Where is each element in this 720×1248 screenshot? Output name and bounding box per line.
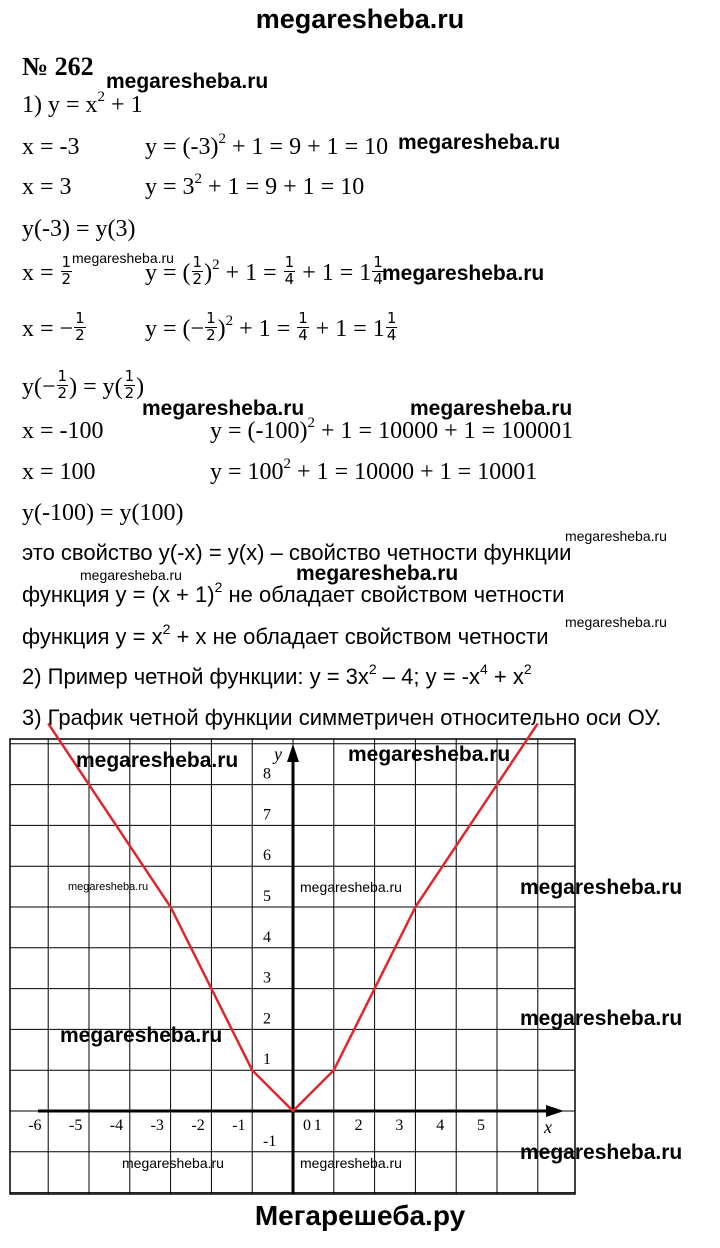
function-definition: 1) $y = x^2 + 1$ (22, 89, 143, 118)
watermark: megaresheba.ru (398, 131, 561, 154)
y-value-row: y = (− $\frac{1}{2}$ )$^2$ + 1 = $\frac{1}{4}$ + 1 = 1 $\frac{1}{4}$ (145, 309, 397, 344)
watermark: megaresheba.ru (296, 562, 459, 585)
x-tick-label: -6 (28, 1117, 42, 1134)
x-value-row: x = 100 (22, 459, 96, 485)
fraction: $\frac{1}{2}$ (192, 253, 203, 288)
x-tick-label: 4 (436, 1117, 445, 1134)
x-value-row: x = -3 (22, 134, 80, 160)
fraction: $\frac{1}{4}$ (373, 253, 383, 288)
watermark: megaresheba.ru (122, 1155, 224, 1171)
watermark: megaresheba.ru (76, 749, 239, 772)
even-function-examples: 2) Пример четной функции: $y = 3x^2 - 4$; $y = -x^4 + x^2$ (22, 661, 532, 689)
x-value-row: x = $\frac{1}{2}$ (22, 253, 72, 288)
not-even-statement: функция $y = (x + 1)^2$ не обладает свойством четности (22, 579, 565, 607)
y-tick-label: 7 (263, 806, 271, 824)
fraction: $\frac{1}{2}$ (206, 309, 216, 344)
y-value-row: $y = (-100)^2 + 1 = 10000 + 1 = 100001$ (210, 415, 574, 444)
not-even-statement: функция $y = x^2 + x$ не обладает свойством четности (22, 621, 549, 649)
x-tick-label: -4 (109, 1117, 124, 1134)
watermark: megaresheba.ru (72, 250, 174, 266)
watermark: megaresheba.ru (520, 1007, 683, 1030)
x-tick-label: 1 (313, 1117, 322, 1134)
y-tick-label: 8 (263, 765, 271, 783)
watermark: megaresheba.ru (520, 1141, 683, 1164)
watermark: megaresheba.ru (410, 397, 573, 420)
watermark: megaresheba.ru (565, 614, 667, 630)
y-value-row: $y = 100^2 + 1 = 10000 + 1 = 10001$ (210, 456, 538, 485)
x-value-row: x = -100 (22, 418, 104, 444)
y-tick-label: 6 (263, 847, 271, 865)
y-value-row: $y = (-3)^2 + 1 = 9 + 1 = 10$ (145, 131, 389, 160)
y-value-row: $y = 3^2 + 1 = 9 + 1 = 10$ (145, 171, 365, 200)
y-axis-label: y (274, 744, 282, 764)
watermark: megaresheba.ru (348, 743, 511, 766)
equality-row: y(− $\frac{1}{2}$ ) = y( $\frac{1}{2}$ ) (22, 367, 145, 402)
x-value-row: x = − $\frac{1}{2}$ (22, 309, 85, 344)
fraction: $\frac{1}{2}$ (124, 367, 135, 402)
fraction: $\frac{1}{4}$ (284, 253, 295, 288)
x-tick-label: -1 (232, 1117, 246, 1134)
problem-number: № 262 (22, 52, 94, 81)
x-tick-label: -3 (150, 1117, 164, 1134)
equality-row: y(-3) = y(3) (22, 216, 136, 242)
watermark: megaresheba.ru (565, 528, 667, 544)
fraction: $\frac{1}{2}$ (57, 367, 68, 402)
x-tick-label: 5 (477, 1117, 485, 1134)
site-footer: Мегарешеба.ру (254, 1200, 466, 1231)
origin-label: 0 (303, 1117, 311, 1134)
fraction: $\frac{1}{4}$ (386, 309, 397, 344)
y-tick-label: -1 (263, 1132, 277, 1150)
y-tick-label: 4 (263, 928, 271, 946)
fraction: $\frac{1}{4}$ (298, 309, 308, 344)
site-header: megaresheba.ru (255, 4, 465, 34)
fraction: $\frac{1}{2}$ (75, 309, 85, 344)
watermark: megaresheba.ru (106, 70, 269, 93)
watermark: megaresheba.ru (80, 567, 182, 583)
y-tick-label: 5 (263, 888, 271, 905)
watermark: megaresheba.ru (68, 881, 149, 893)
watermark: megaresheba.ru (382, 262, 545, 285)
watermark: megaresheba.ru (300, 1155, 402, 1171)
watermark: megaresheba.ru (300, 879, 402, 895)
equality-row: y(-100) = y(100) (22, 500, 184, 526)
y-tick-label: 3 (263, 969, 271, 987)
x-axis-label: x (544, 1117, 552, 1137)
graph-statement: 3) График четной функции симметричен относительно оси ОУ. (22, 705, 662, 730)
fraction: $\frac{1}{2}$ (61, 253, 72, 288)
y-axis-arrow (287, 744, 299, 762)
x-axis-arrow (546, 1105, 564, 1117)
watermark: megaresheba.ru (60, 1024, 223, 1047)
property-statement: это свойство y(-x) = y(x) – свойство четности функции (22, 540, 572, 565)
watermark: megaresheba.ru (520, 876, 683, 899)
x-tick-label: -5 (69, 1117, 83, 1134)
y-tick-label: 1 (263, 1051, 271, 1069)
x-tick-label: 2 (354, 1117, 363, 1134)
x-value-row: x = 3 (22, 174, 72, 200)
y-tick-label: 2 (263, 1010, 271, 1028)
x-tick-label: 3 (395, 1117, 404, 1134)
x-tick-label: -2 (191, 1117, 205, 1134)
watermark: megaresheba.ru (142, 397, 305, 420)
y-value-row: y = ( $\frac{1}{2}$ )$^2$ + 1 = $\frac{1}{4}$ + 1 = 1 $\frac{1}{4}$ (145, 253, 383, 288)
